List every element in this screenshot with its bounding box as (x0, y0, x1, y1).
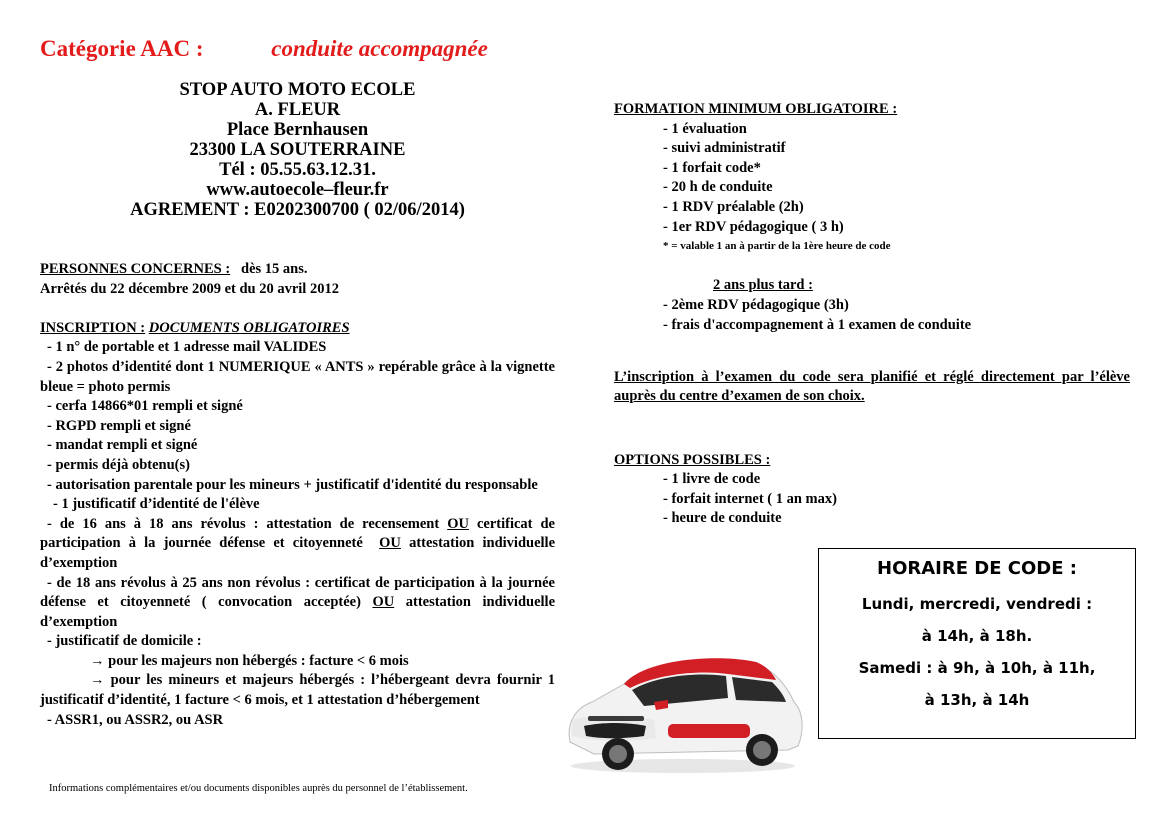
option-item: - forfait internet ( 1 an max) (663, 490, 837, 507)
category-label: Catégorie AAC : (40, 36, 204, 61)
school-info (40, 80, 555, 220)
doc-item-18-25 (40, 574, 555, 633)
doc-item-18-text-b: attestation individuelle d’exemption (40, 594, 556, 630)
doc-item-mandat: - mandat rempli et signé (47, 437, 198, 454)
later-item: - 2ème RDV pédagogique (3h) (663, 296, 849, 313)
persons-line (40, 260, 555, 280)
options-label: OPTIONS POSSIBLES : (614, 451, 771, 468)
school-name: STOP AUTO MOTO ECOLE (179, 80, 416, 100)
ou-label: OU (372, 594, 395, 611)
schedule-line: Samedi : à 9h, à 10h, à 11h, (858, 659, 1096, 677)
category-subtitle: conduite accompagnée (271, 36, 488, 61)
doc-item-permis: - permis déjà obtenu(s) (47, 456, 190, 473)
doc-item-16-text-c: attestation individuelle d’exemption (40, 535, 555, 571)
school-phone: Tél : 05.55.63.12.31. (219, 160, 376, 180)
doc-item-cerfa: - cerfa 14866*01 rempli et signé (47, 398, 243, 415)
right-column (614, 100, 1130, 529)
page-title (40, 36, 488, 62)
schedule-title: HORAIRE DE CODE : (877, 558, 1077, 579)
formation-item: - 1 évaluation (663, 120, 747, 137)
later-label-text: 2 ans plus tard : (713, 277, 813, 294)
formation-item: - 1 RDV préalable (2h) (663, 198, 804, 215)
inscription-label: INSCRIPTION : (40, 319, 146, 336)
exam-note: L’inscription à l’examen du code sera planifié et réglé directement par l’élève auprès du centre d’examen de son choix. (614, 368, 1130, 405)
persons-age: dès 15 ans. (241, 261, 308, 277)
doc-item-16-18 (40, 515, 555, 574)
schedule-line: Lundi, mercredi, vendredi : (861, 595, 1093, 613)
later-item: - frais d'accompagnement à 1 examen de conduite (663, 316, 972, 333)
formation-item: - 20 h de conduite (663, 179, 773, 196)
school-owner: A. FLEUR (254, 100, 341, 120)
formation-label: FORMATION MINIMUM OBLIGATOIRE : (614, 101, 898, 117)
inscription-heading (40, 319, 555, 339)
option-item: - 1 livre de code (663, 471, 761, 488)
inscription-docs-label: DOCUMENTS OBLIGATOIRES (148, 319, 350, 336)
persons-label: PERSONNES CONCERNES : (40, 261, 231, 277)
doc-item-18-text-a: - de 18 ans révolus à 25 ans non révolus : certificat de participation à la journée défense et citoyenneté ( convocation acceptée) (40, 574, 555, 611)
doc-item-autorisation: - autorisation parentale pour les mineurs + justificatif d'identité du responsable (47, 476, 538, 493)
doc-item-non-heberges-text: pour les majeurs non hébergés : facture < 6 mois (108, 652, 409, 669)
persons-decree: Arrêtés du 22 décembre 2009 et du 20 avril 2012 (40, 280, 339, 297)
doc-item-non-heberges (40, 652, 555, 672)
school-street: Place Bernhausen (226, 120, 369, 140)
doc-item-assr: - ASSR1, ou ASSR2, ou ASR (47, 711, 224, 728)
doc-item-photos: - 2 photos d’identité dont 1 NUMERIQUE « ANTS » repérable grâce à la vignette bleue = photo permis (40, 358, 555, 395)
formation-item: - suivi administratif (663, 140, 786, 157)
ou-label: OU (447, 515, 469, 532)
doc-item-rgpd: - RGPD rempli et signé (47, 417, 191, 434)
schedule-line: à 14h, à 18h. (921, 627, 1033, 645)
left-column (40, 260, 555, 730)
doc-item-heberges (40, 671, 555, 710)
formation-note: * = valable 1 an à partir de la 1ère heure de code (663, 240, 891, 253)
doc-item-justif-eleve: - 1 justificatif d’identité de l'élève (53, 496, 260, 513)
footer-note: Informations complémentaires et/ou documents disponibles auprès du personnel de l’établissement. (49, 783, 468, 794)
formation-item: - 1er RDV pédagogique ( 3 h) (663, 218, 844, 235)
option-item: - heure de conduite (663, 510, 782, 527)
later-label (614, 276, 1130, 296)
arrow-icon: → (90, 672, 105, 689)
doc-item-phone: - 1 n° de portable et 1 adresse mail VALIDES (47, 339, 327, 356)
school-city: 23300 LA SOUTERRAINE (189, 140, 406, 160)
arrow-icon: → (90, 652, 105, 669)
ou-label: OU (379, 535, 401, 552)
schedule-box (818, 548, 1136, 739)
doc-item-16-text-b: certificat de participation à la journée défense et citoyenneté (40, 515, 555, 552)
car-image (558, 650, 808, 775)
school-agrement: AGREMENT : E0202300700 ( 02/06/2014) (130, 200, 465, 220)
school-website: www.autoecole–fleur.fr (206, 180, 389, 200)
doc-item-heberges-text: pour les mineurs et majeurs hébergés : l’hébergeant devra fournir 1 justificatif d’identité, 1 facture < 6 mois, et 1 attestation d’hébergement (40, 672, 556, 709)
doc-item-16-text-a: - de 16 ans à 18 ans révolus : attestation de recensement (47, 515, 440, 532)
schedule-line: à 13h, à 14h (924, 691, 1030, 709)
formation-item: - 1 forfait code* (663, 159, 761, 176)
doc-item-domicile: - justificatif de domicile : (47, 633, 202, 650)
